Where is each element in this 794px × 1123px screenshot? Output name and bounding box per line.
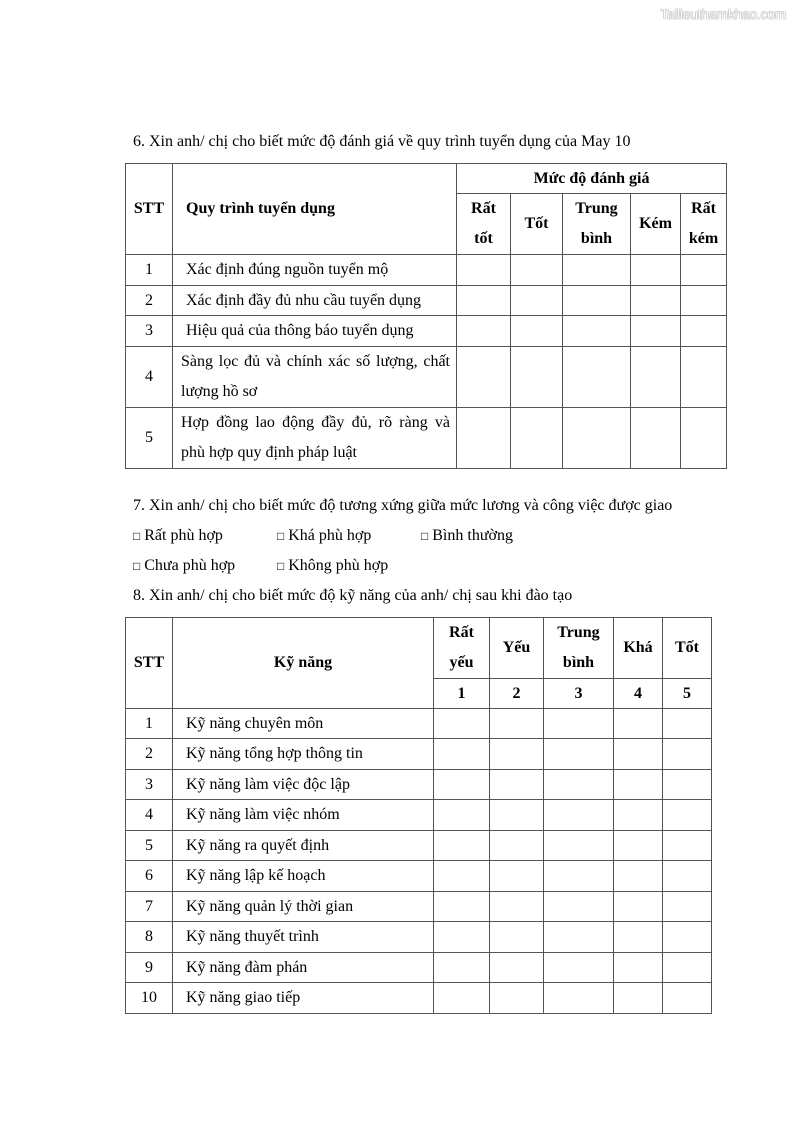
rating-cell[interactable] xyxy=(681,347,727,408)
rating-cell[interactable] xyxy=(663,983,712,1014)
header-level-very-poor: Rất kém xyxy=(681,194,727,255)
row-stt: 1 xyxy=(126,255,173,286)
table-row xyxy=(126,983,712,1014)
table-row xyxy=(126,800,712,831)
question-8-title: 8. Xin anh/ chị cho biết mức độ kỹ năng của anh/ chị sau khi đào tạo xyxy=(133,587,573,604)
rating-cell[interactable] xyxy=(457,316,511,347)
header-score-5: 5 xyxy=(663,679,712,709)
rating-cell[interactable] xyxy=(614,953,663,983)
header-level-very-weak: Rất yếu xyxy=(434,618,490,679)
rating-cell[interactable] xyxy=(490,861,544,892)
rating-cell[interactable] xyxy=(631,286,681,316)
skill-level-table xyxy=(125,617,712,1014)
rating-cell[interactable] xyxy=(614,800,663,831)
rating-cell[interactable] xyxy=(544,983,614,1014)
table-row xyxy=(126,953,712,983)
row-item: Hợp đồng lao động đầy đủ, rõ ràng và phù hợp quy định pháp luật xyxy=(173,408,457,469)
rating-cell[interactable] xyxy=(614,861,663,892)
rating-cell[interactable] xyxy=(457,286,511,316)
rating-cell[interactable] xyxy=(563,347,631,408)
rating-cell[interactable] xyxy=(457,255,511,286)
rating-cell[interactable] xyxy=(544,831,614,861)
row-stt: 8 xyxy=(126,922,173,953)
rating-cell[interactable] xyxy=(544,861,614,892)
rating-cell[interactable] xyxy=(663,922,712,953)
rating-cell[interactable] xyxy=(511,347,563,408)
option-not-suitable[interactable]: □ Không phù hợp xyxy=(277,557,389,574)
rating-cell[interactable] xyxy=(663,953,712,983)
row-stt: 3 xyxy=(126,770,173,800)
rating-cell[interactable] xyxy=(511,408,563,469)
table-row xyxy=(126,922,712,953)
option-fairly-suitable[interactable]: □ Khá phù hợp xyxy=(277,527,372,544)
rating-cell[interactable] xyxy=(631,255,681,286)
header-level-good: Tốt xyxy=(511,194,563,255)
rating-cell[interactable] xyxy=(544,892,614,922)
row-item: Hiệu quả của thông báo tuyển dụng xyxy=(173,316,457,347)
row-item: Kỹ năng quản lý thời gian xyxy=(173,892,434,922)
checkbox-icon[interactable]: □ xyxy=(421,529,429,543)
rating-cell[interactable] xyxy=(681,286,727,316)
rating-cell[interactable] xyxy=(681,316,727,347)
header-level-good: Tốt xyxy=(663,618,712,679)
rating-cell[interactable] xyxy=(663,770,712,800)
rating-cell[interactable] xyxy=(434,953,490,983)
rating-cell[interactable] xyxy=(614,892,663,922)
rating-cell[interactable] xyxy=(614,709,663,739)
header-stt: STT xyxy=(126,618,173,709)
rating-cell[interactable] xyxy=(434,831,490,861)
rating-cell[interactable] xyxy=(490,739,544,770)
row-item: Kỹ năng đàm phán xyxy=(173,953,434,983)
row-item: Kỹ năng lập kế hoạch xyxy=(173,861,434,892)
table-row xyxy=(126,347,727,408)
rating-cell[interactable] xyxy=(457,347,511,408)
row-item: Kỹ năng thuyết trình xyxy=(173,922,434,953)
header-level-very-good: Rất tốt xyxy=(457,194,511,255)
checkbox-icon[interactable]: □ xyxy=(277,559,285,573)
rating-cell[interactable] xyxy=(663,861,712,892)
rating-cell[interactable] xyxy=(544,922,614,953)
rating-cell[interactable] xyxy=(614,831,663,861)
row-item: Kỹ năng giao tiếp xyxy=(173,983,434,1014)
rating-cell[interactable] xyxy=(434,709,490,739)
header-level-average: Trung bình xyxy=(544,618,614,679)
header-score-3: 3 xyxy=(544,679,614,709)
rating-cell[interactable] xyxy=(434,800,490,831)
header-level-average: Trung bình xyxy=(563,194,631,255)
rating-cell[interactable] xyxy=(631,347,681,408)
row-item: Xác định đầy đủ nhu cầu tuyển dụng xyxy=(173,286,457,316)
rating-cell[interactable] xyxy=(614,770,663,800)
rating-cell[interactable] xyxy=(490,983,544,1014)
rating-cell[interactable] xyxy=(434,922,490,953)
rating-cell[interactable] xyxy=(490,770,544,800)
rating-cell[interactable] xyxy=(563,316,631,347)
rating-cell[interactable] xyxy=(614,922,663,953)
table-row xyxy=(126,861,712,892)
table-row xyxy=(126,892,712,922)
header-level-fair: Khá xyxy=(614,618,663,679)
rating-cell[interactable] xyxy=(563,408,631,469)
rating-cell[interactable] xyxy=(663,800,712,831)
row-stt: 3 xyxy=(126,316,173,347)
rating-cell[interactable] xyxy=(490,831,544,861)
rating-cell[interactable] xyxy=(663,892,712,922)
header-process: Quy trình tuyển dụng xyxy=(173,164,457,255)
option-not-yet-suitable[interactable]: □ Chưa phù hợp xyxy=(133,557,236,574)
rating-cell[interactable] xyxy=(490,922,544,953)
header-stt: STT xyxy=(126,164,173,255)
row-item: Kỹ năng chuyên môn xyxy=(173,709,434,739)
header-rating-group: Mức độ đánh giá xyxy=(457,164,727,194)
rating-cell[interactable] xyxy=(434,892,490,922)
row-stt: 10 xyxy=(126,983,173,1014)
table-row xyxy=(126,286,727,316)
row-stt: 4 xyxy=(126,800,173,831)
row-stt: 9 xyxy=(126,953,173,983)
rating-cell[interactable] xyxy=(663,739,712,770)
rating-cell[interactable] xyxy=(631,408,681,469)
checkbox-icon[interactable]: □ xyxy=(133,559,141,573)
recruitment-evaluation-table xyxy=(125,163,727,469)
row-stt: 6 xyxy=(126,861,173,892)
watermark: Tailieuthamkhao.com xyxy=(660,6,786,22)
row-item: Kỹ năng làm việc nhóm xyxy=(173,800,434,831)
row-stt: 1 xyxy=(126,709,173,739)
table-row xyxy=(126,408,727,469)
rating-cell[interactable] xyxy=(490,800,544,831)
table-row xyxy=(126,831,712,861)
rating-cell[interactable] xyxy=(434,739,490,770)
rating-cell[interactable] xyxy=(490,709,544,739)
row-stt: 5 xyxy=(126,831,173,861)
row-stt: 4 xyxy=(126,347,173,408)
rating-cell[interactable] xyxy=(511,255,563,286)
table-row xyxy=(126,739,712,770)
rating-cell[interactable] xyxy=(663,709,712,739)
rating-cell[interactable] xyxy=(614,983,663,1014)
row-stt: 7 xyxy=(126,892,173,922)
table-row xyxy=(126,316,727,347)
rating-cell[interactable] xyxy=(544,800,614,831)
rating-cell[interactable] xyxy=(490,953,544,983)
checkbox-icon[interactable]: □ xyxy=(277,529,285,543)
rating-cell[interactable] xyxy=(511,286,563,316)
rating-cell[interactable] xyxy=(544,770,614,800)
rating-cell[interactable] xyxy=(434,983,490,1014)
rating-cell[interactable] xyxy=(631,316,681,347)
rating-cell[interactable] xyxy=(434,770,490,800)
table-row xyxy=(126,709,712,739)
table-row xyxy=(126,770,712,800)
row-item: Kỹ năng làm việc độc lập xyxy=(173,770,434,800)
rating-cell[interactable] xyxy=(434,861,490,892)
header-skill: Kỹ năng xyxy=(173,618,434,709)
header-level-weak: Yếu xyxy=(490,618,544,679)
rating-cell[interactable] xyxy=(681,255,727,286)
row-stt: 2 xyxy=(126,286,173,316)
row-stt: 5 xyxy=(126,408,173,469)
header-score-2: 2 xyxy=(490,679,544,709)
row-item: Kỹ năng ra quyết định xyxy=(173,831,434,861)
rating-cell[interactable] xyxy=(511,316,563,347)
rating-cell[interactable] xyxy=(563,255,631,286)
option-very-suitable[interactable]: □ Rất phù hợp xyxy=(133,527,223,544)
row-item: Sàng lọc đủ và chính xác số lượng, chất lượng hồ sơ xyxy=(173,347,457,408)
rating-cell[interactable] xyxy=(544,739,614,770)
rating-cell[interactable] xyxy=(663,831,712,861)
header-score-1: 1 xyxy=(434,679,490,709)
header-level-poor: Kém xyxy=(631,194,681,255)
header-score-4: 4 xyxy=(614,679,663,709)
rating-cell[interactable] xyxy=(490,892,544,922)
question-7-title: 7. Xin anh/ chị cho biết mức độ tương xứng giữa mức lương và công việc được giao xyxy=(133,497,673,514)
row-item: Xác định đúng nguồn tuyển mộ xyxy=(173,255,457,286)
table-row xyxy=(126,255,727,286)
row-stt: 2 xyxy=(126,739,173,770)
row-item: Kỹ năng tổng hợp thông tin xyxy=(173,739,434,770)
rating-cell[interactable] xyxy=(544,709,614,739)
rating-cell[interactable] xyxy=(681,408,727,469)
checkbox-icon[interactable]: □ xyxy=(133,529,141,543)
rating-cell[interactable] xyxy=(457,408,511,469)
option-normal[interactable]: □ Bình thường xyxy=(421,527,513,544)
rating-cell[interactable] xyxy=(614,739,663,770)
rating-cell[interactable] xyxy=(563,286,631,316)
question-6-title: 6. Xin anh/ chị cho biết mức độ đánh giá về quy trình tuyển dụng của May 10 xyxy=(133,133,631,150)
rating-cell[interactable] xyxy=(544,953,614,983)
